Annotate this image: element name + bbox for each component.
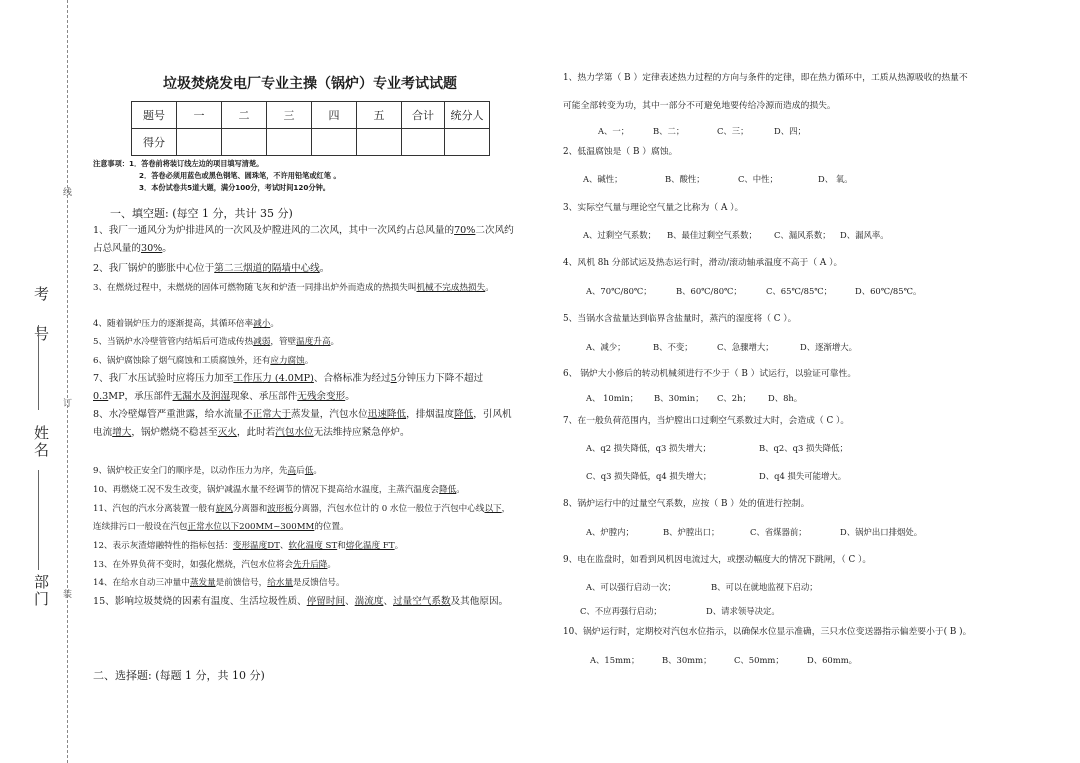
question-text: 。 (319, 263, 330, 274)
fill-question-15 (93, 593, 518, 611)
option: B、q2、q3 损失降低； (759, 443, 848, 453)
answer-blank: 迅速降低 (367, 409, 407, 420)
label-xingming: 姓名 (32, 425, 50, 459)
score-header-cell: 四 (312, 102, 357, 129)
question-text: MP，承压部件 (108, 391, 173, 402)
option: D、漏风率。 (840, 230, 889, 240)
question-text: 8、锅炉运行中的过量空气系数，应按（ B ）处的值进行控制。 (563, 499, 810, 509)
question-text: 。 (345, 391, 355, 402)
choice-question-1-cont (563, 99, 1023, 113)
choice-options-7b (586, 470, 846, 482)
fill-question-12 (93, 537, 518, 555)
question-text: 。 (313, 466, 322, 476)
option: B、酸性； (665, 174, 705, 184)
option: B、二； (653, 126, 685, 136)
choice-question-10 (563, 625, 1033, 639)
score-header-cell: 题号 (132, 102, 177, 129)
note-line: 注意事项：1．答卷前将装订线左边的项目填写清楚。 (93, 159, 264, 168)
option: C、q3 损失降低，q4 损失增大； (586, 471, 712, 481)
fill-question-6 (93, 352, 518, 370)
question-text: 10、锅炉运行时，定期校对汽包水位指示，以确保水位显示准确，三只水位变送器指示偏差要小于( B )。 (563, 627, 972, 637)
question-text: 、 (279, 541, 289, 551)
question-text: 的位置。 (314, 522, 349, 532)
question-text: 。 (270, 319, 279, 329)
answer-blank: 波形板 (267, 504, 294, 514)
choice-section-heading: 二、选择题: (每题 1 分，共 10 分) (93, 669, 265, 682)
score-cell (222, 129, 267, 156)
option: B、可以在就地监视下启动； (711, 582, 818, 592)
question-text: 后 (296, 466, 305, 476)
fill-question-3 (93, 279, 518, 297)
question-text: 、合格标准为经过 (313, 373, 391, 384)
answer-blank: 以下 (484, 504, 502, 514)
fill-question-11 (93, 500, 518, 536)
answer-blank: 汽包水位 (275, 427, 314, 438)
question-text: 。 (456, 485, 465, 495)
option: A、70℃/80℃； (586, 286, 652, 296)
option: C、50mm； (734, 655, 784, 665)
answer-blank: 湍流度 (354, 596, 384, 607)
fill-question-1 (93, 222, 518, 258)
question-text: 7、我厂水压试验时应将压力加至 (93, 373, 234, 384)
option: C、急骤增大； (717, 342, 774, 352)
option: B、30mm； (662, 655, 712, 665)
question-text: 分离器，汽包水位计的 0 水位一般位于汽包中心线 (293, 504, 485, 514)
option: D、8h。 (768, 393, 803, 403)
note-line: 2．答卷必须用蓝色或黑色钢笔、圆珠笔，不许用铅笔或红笔 。 (139, 171, 341, 180)
option: C、2h； (717, 393, 751, 403)
choice-options-7a (586, 442, 848, 454)
score-header-row (132, 102, 490, 129)
option: C、不应再强行启动； (580, 606, 662, 616)
question-text: 12、表示灰渣熔融特性的指标包括： (93, 541, 233, 551)
answer-blank: 熔化温度 FT (345, 541, 395, 551)
option: D、q4 损失可能增大。 (759, 471, 847, 481)
score-header-cell: 合计 (402, 102, 445, 129)
question-text: ，连续排污口一般设在汽包 (93, 504, 511, 532)
option: D、逐渐增大。 (800, 342, 857, 352)
option: C、三； (717, 126, 749, 136)
answer-blank: 高 (287, 466, 297, 476)
fill-question-10 (93, 481, 518, 499)
option: C、中性； (738, 174, 778, 184)
choice-question-9 (563, 553, 1023, 567)
answer-blank: 给水量 (267, 578, 294, 588)
question-text: 2、低温腐蚀是（ B ）腐蚀。 (563, 147, 678, 157)
question-text: 现象、承压部件 (230, 391, 298, 402)
question-text: 。 (330, 337, 340, 347)
score-header-cell: 三 (267, 102, 312, 129)
question-text: ，排烟温度 (406, 409, 455, 420)
option: D、 氧。 (818, 174, 853, 184)
question-text: 14、在给水自动三冲量中 (93, 578, 190, 588)
option: C、65℃/85℃； (766, 286, 833, 296)
score-header-cell: 统分人 (445, 102, 490, 129)
score-cell (445, 129, 490, 156)
label-bumen: 部门 (32, 574, 50, 608)
answer-blank: 0.3 (93, 391, 109, 402)
question-text: 。 (327, 560, 336, 570)
option: D、四； (774, 126, 806, 136)
question-text: 分钟压力下降不超过 (396, 373, 484, 384)
score-table (131, 101, 490, 156)
fill-question-13 (93, 556, 518, 574)
xingming-line (38, 470, 39, 570)
answer-blank: 第二三烟道的隔墙中心线 (214, 263, 320, 274)
question-text: ，引风机电流 (93, 409, 512, 438)
question-text: 。 (304, 356, 314, 366)
option: B、30min； (654, 393, 704, 403)
question-text: 9、电在监盘时，如看到风机因电流过大，或摆动幅度大的情况下跳闸，（ C ）。 (563, 555, 872, 565)
answer-blank: 机械不完成热损失 (416, 283, 486, 293)
choice-options-9b (580, 605, 780, 617)
answer-blank: 先升后降 (293, 560, 328, 570)
score-cell (267, 129, 312, 156)
answer-blank: 不正常大于 (243, 409, 291, 420)
question-text: ，锅炉燃烧不稳甚至 (131, 427, 218, 438)
fill-question-5 (93, 333, 518, 351)
choice-options-5 (586, 341, 857, 353)
choice-question-6 (563, 367, 1023, 381)
choice-question-2 (563, 145, 1023, 159)
question-text: 可能全部转变为功，其中一部分不可避免地要传给冷源而造成的损失。 (563, 101, 836, 111)
answer-blank: 降低 (454, 409, 474, 420)
answer-blank: 蒸发量 (189, 578, 216, 588)
question-text: 8、水冷壁爆管严重泄露，给水流量 (93, 409, 244, 420)
answer-blank: 70% (454, 225, 476, 236)
choice-options-4 (586, 285, 921, 297)
question-text: 蒸发量，汽包水位 (290, 409, 368, 420)
answer-blank: 变形温度DT (232, 541, 280, 551)
fill-section-heading: 一、填空题: (每空 1 分，共计 35 分) (110, 207, 293, 220)
choice-question-4 (563, 256, 1023, 270)
score-row-label: 得分 (132, 129, 177, 156)
choice-options-6 (586, 392, 802, 404)
fill-question-4 (93, 315, 518, 333)
option: C、省煤器前； (750, 527, 807, 537)
score-cell (312, 129, 357, 156)
question-text: 分离器和 (232, 504, 268, 514)
choice-question-8 (563, 497, 1023, 511)
question-text: 二次风约占总风量的 (93, 225, 514, 254)
question-text: 9、锅炉校正安全门的顺序是，以动作压力为序，先 (93, 466, 288, 476)
exam-title: 垃圾焚烧发电厂专业主操（锅炉）专业考试试题 (163, 76, 457, 92)
option: A、 10min； (586, 393, 639, 403)
question-text: 及其他原因。 (450, 596, 509, 607)
answer-blank: 灭火 (217, 427, 237, 438)
option: D、锅炉出口排烟处。 (840, 527, 923, 537)
fill-question-7 (93, 370, 518, 406)
option: A、一； (598, 126, 630, 136)
option: A、炉膛内； (586, 527, 634, 537)
fill-question-2 (93, 260, 518, 278)
question-text: 15、影响垃圾焚烧的因素有温度、生活垃圾性质、 (93, 596, 307, 607)
question-text: 2、我厂锅炉的膨胀中心位于 (93, 263, 215, 274)
answer-blank: 减弱 (253, 337, 271, 347)
option: B、60℃/80℃； (676, 286, 742, 296)
choice-options-8 (586, 526, 922, 538)
option: A、减少； (586, 342, 626, 352)
option: A、过剩空气系数； (583, 230, 657, 240)
option: B、最佳过剩空气系数； (667, 230, 757, 240)
answer-blank: 无残余变形 (297, 391, 346, 402)
choice-question-3 (563, 201, 1023, 215)
answer-blank: 温度升高 (296, 337, 331, 347)
score-header-cell: 二 (222, 102, 267, 129)
exam-notes (93, 158, 513, 194)
binding-mark-xian: 线 (63, 188, 73, 198)
question-text: 7、在一般负荷范围内，当炉膛出口过剩空气系数过大时，会造成（ C ）。 (563, 416, 850, 426)
question-text: 是反馈信号。 (293, 578, 345, 588)
binding-dashed-line (67, 0, 68, 763)
question-text: 13、在外界负荷不变时，如强化燃烧，汽包水位将会 (93, 560, 293, 570)
question-text: 无法维持应紧急停炉。 (313, 427, 410, 438)
answer-blank: 降低 (439, 485, 457, 495)
choice-question-5 (563, 312, 1023, 326)
choice-options-1 (598, 125, 806, 137)
question-text: ，管壁 (270, 337, 297, 347)
fill-question-14 (93, 574, 518, 592)
answer-blank: 过量空气系数 (393, 596, 451, 607)
question-text: 4、风机 8h 分部试运及热态运行时，滑动/滚动轴承温度不高于（ A ）。 (563, 258, 843, 268)
score-cell (402, 129, 445, 156)
label-kaohao: 考 号 (32, 286, 50, 351)
answer-blank: 无漏水及润湿 (172, 391, 231, 402)
question-text: 5、当锅水含盐量达到临界含盐量时，蒸汽的湿度将（ C ）。 (563, 314, 797, 324)
binding-mark-zhuang: 装 (63, 590, 73, 600)
option: B、不变； (653, 342, 693, 352)
answer-blank: 工作压力 (4.0MP) (233, 373, 314, 384)
option: B、炉膛出口； (663, 527, 720, 537)
answer-blank: 应力腐蚀 (270, 356, 305, 366)
question-text: 5、当锅炉水冷壁管管内结垢后可造成传热 (93, 337, 254, 347)
choice-options-9a (586, 581, 818, 593)
question-text: 、 (345, 596, 355, 607)
score-value-row (132, 129, 490, 156)
option: A、15mm； (590, 655, 640, 665)
option: D、请求领导决定。 (706, 606, 780, 616)
question-text: 1、我厂一通风分为炉排进风的一次风及炉膛进风的二次风，其中一次风约占总风量的 (93, 225, 455, 236)
option: A、可以强行启动一次； (586, 582, 676, 592)
answer-blank: 增大 (112, 427, 132, 438)
option: A、碱性； (583, 174, 623, 184)
question-text: 6、锅炉腐蚀除了烟气腐蚀和工质腐蚀外，还有 (93, 356, 271, 366)
score-header-cell: 五 (357, 102, 402, 129)
question-text: ，此时若 (236, 427, 276, 438)
choice-options-10 (590, 654, 857, 666)
answer-blank: 低 (304, 466, 314, 476)
option: A、q2 损失降低，q3 损失增大； (586, 443, 711, 453)
question-text: 3、实际空气量与理论空气量之比称为（ A ）。 (563, 203, 744, 213)
answer-blank: 旋风 (215, 504, 233, 514)
answer-blank: 5 (390, 373, 397, 384)
answer-blank: 停留时间 (306, 596, 346, 607)
question-text: 10、再燃烧工况不发生改变，锅炉减温水量不经调节的情况下提高给水温度，主蒸汽温度会 (93, 485, 440, 495)
answer-blank: 30% (140, 243, 163, 254)
fill-question-8 (93, 406, 518, 442)
option: D、60℃/85℃。 (855, 286, 922, 296)
question-text: 。 (162, 243, 172, 254)
question-text: 1、热力学第（ B ）定律表述热力过程的方向与条件的定律，即在热力循环中，工质从热源吸收的热量不 (563, 73, 968, 83)
kaohao-line (38, 325, 39, 410)
question-text: 6、 锅炉大小修后的转动机械须进行不少于（ B ）试运行，以验证可靠性。 (563, 369, 857, 379)
fill-question-9 (93, 462, 518, 480)
question-text: 11、汽包的汽水分离装置一般有 (93, 504, 216, 514)
binding-mark-ding: 订 (63, 399, 73, 409)
option: D、60mm。 (807, 655, 858, 665)
question-text: 。 (485, 283, 494, 293)
question-text: 、 (383, 596, 394, 607)
score-cell (177, 129, 222, 156)
answer-blank: 正常水位以下200MM~300MM (187, 522, 315, 532)
score-header-cell: 一 (177, 102, 222, 129)
question-text: 4、随着锅炉压力的逐渐提高，其循环倍率 (93, 319, 254, 329)
choice-options-3 (583, 229, 889, 241)
choice-question-7 (563, 414, 1023, 428)
answer-blank: 软化温度 ST (288, 541, 338, 551)
question-text: 3、在燃烧过程中，未燃烧的固体可燃物随飞灰和炉渣一同排出炉外而造成的热损失叫 (93, 283, 417, 293)
note-line: 3．本份试卷共5道大题，满分100分，考试时间120分钟。 (139, 183, 330, 192)
question-text: 。 (394, 541, 404, 551)
score-cell (357, 129, 402, 156)
question-text: 和 (337, 541, 346, 551)
choice-options-2 (583, 173, 853, 185)
option: C、漏风系数； (774, 230, 831, 240)
question-text: 是前馈信号， (215, 578, 268, 588)
choice-question-1 (563, 71, 1023, 85)
answer-blank: 减小 (253, 319, 271, 329)
